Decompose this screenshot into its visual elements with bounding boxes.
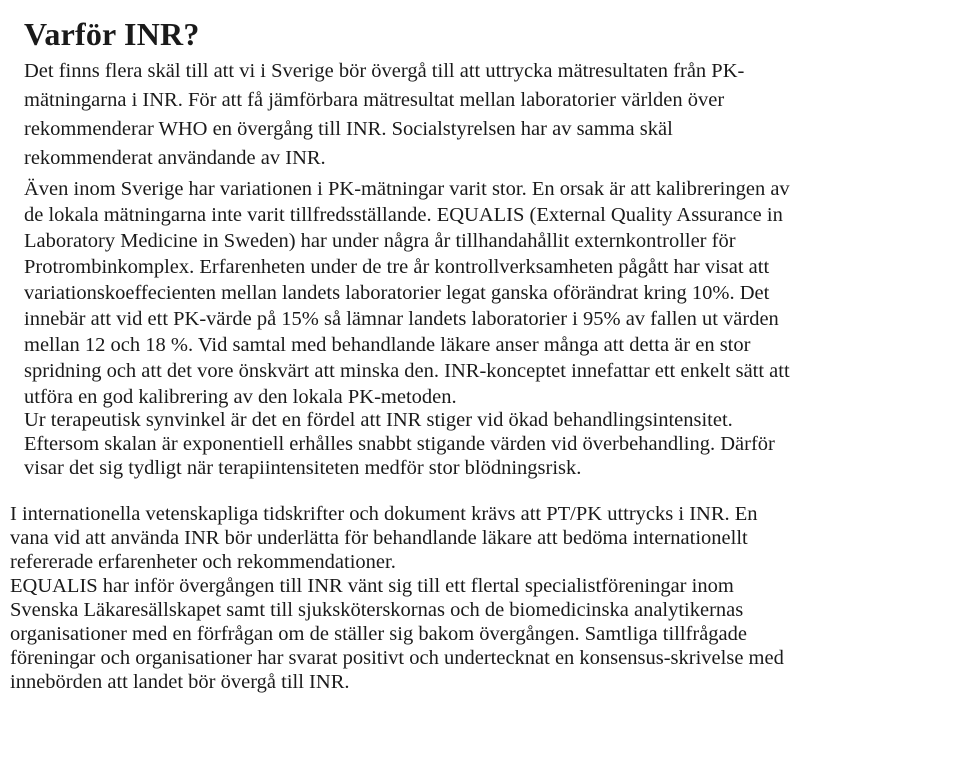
- text-line: EQUALIS har inför övergången till INR vänt sig till ett flertal specialistföreningar inom: [10, 575, 734, 597]
- text-line: innebär att vid ett PK-värde på 15% så lämnar landets laboratorier i 95% av fallen ut värden: [24, 308, 779, 330]
- text-line: mellan 12 och 18 %. Vid samtal med behandlande läkare anser många att detta är en stor: [24, 334, 751, 356]
- text-line: variationskoeffecienten mellan landets laboratorier legat ganska oförändrat kring 10%. Det: [24, 282, 770, 304]
- text-line: organisationer med en förfrågan om de ställer sig bakom övergången. Samtliga tillfrågade: [10, 623, 748, 645]
- text-line: spridning och att det vore önskvärt att minska den. INR-konceptet innefattar ett enkelt sätt att: [24, 360, 790, 382]
- text-line: innebörden att landet bör övergå till INR.: [10, 671, 350, 693]
- text-line: de lokala mätningarna inte varit tillfredsställande. EQUALIS (External Quality Assurance in: [24, 204, 783, 226]
- text-line: Laboratory Medicine in Sweden) har under några år tillhandahållit externkontroller för: [24, 230, 736, 252]
- text-line: visar det sig tydligt när terapiintensiteten medför stor blödningsrisk.: [24, 457, 582, 479]
- text-line: Protrombinkomplex. Erfarenheten under de tre år kontrollverksamheten pågått har visat att: [24, 256, 770, 278]
- text-line: föreningar och organisationer har svarat positivt och undertecknat en konsensus-skrivelse med: [10, 647, 784, 669]
- text-line: Svenska Läkaresällskapet samt till sjuksköterskornas och de biomedicinska analytikernas: [10, 599, 744, 621]
- document-title: Varför INR?: [24, 16, 200, 52]
- text-line: rekommenderat användande av INR.: [24, 147, 326, 169]
- text-line: Eftersom skalan är exponentiell erhålles snabbt stigande värden vid överbehandling. Därför: [24, 433, 775, 455]
- text-line: vana vid att använda INR bör underlätta för behandlande läkare att bedöma internationellt: [10, 527, 748, 549]
- text-line: refererade erfarenheter och rekommendationer.: [10, 551, 396, 573]
- text-line: Ur terapeutisk synvinkel är det en fördel att INR stiger vid ökad behandlingsintensitet.: [24, 409, 733, 431]
- text-line: Även inom Sverige har variationen i PK-mätningar varit stor. En orsak är att kalibreringen av: [24, 178, 790, 200]
- text-line: mätningarna i INR. För att få jämförbara mätresultat mellan laboratorier världen över: [24, 89, 725, 111]
- text-line: I internationella vetenskapliga tidskrifter och dokument krävs att PT/PK uttrycks i INR. En: [10, 503, 758, 525]
- text-line: Det finns flera skäl till att vi i Sverige bör övergå till att uttrycka mätresultaten från PK-: [24, 60, 745, 82]
- text-line: rekommenderar WHO en övergång till INR. Socialstyrelsen har av samma skäl: [24, 118, 673, 140]
- text-line: utföra en god kalibrering av den lokala PK-metoden.: [24, 386, 457, 408]
